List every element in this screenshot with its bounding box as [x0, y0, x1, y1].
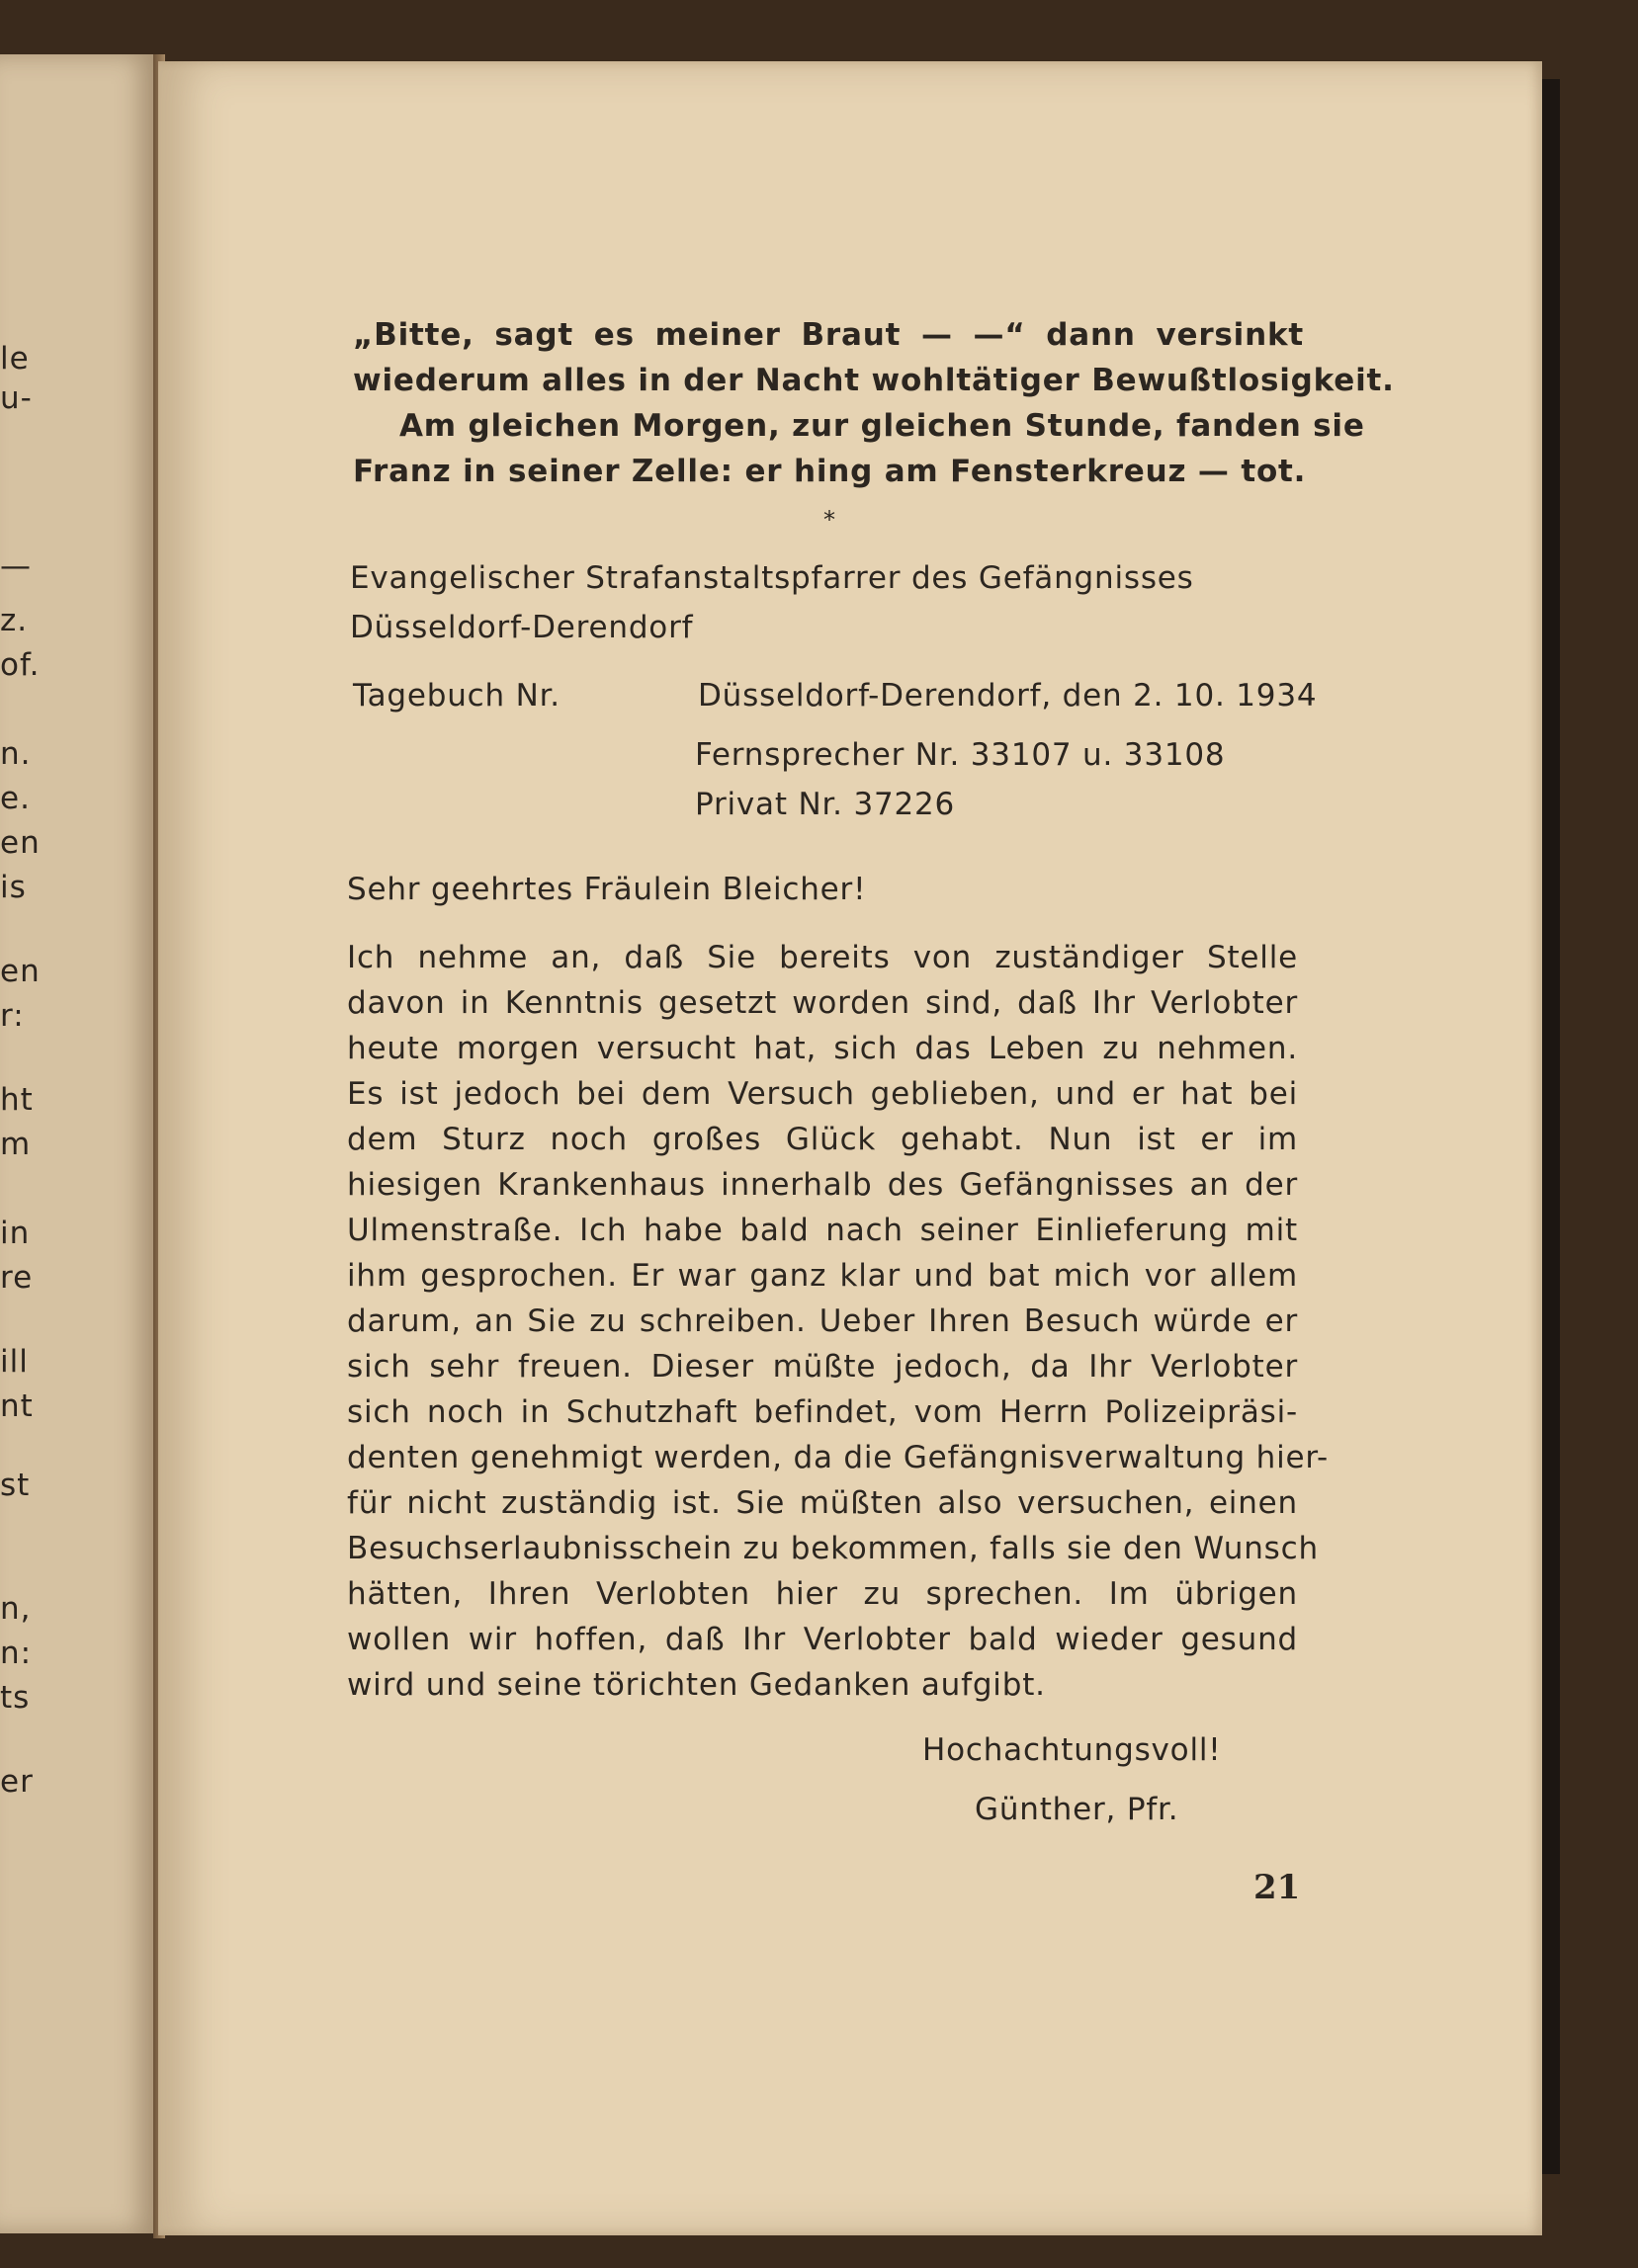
left-fragment: n. — [0, 736, 32, 772]
left-page — [0, 54, 158, 2233]
left-fragment: st — [0, 1468, 31, 1503]
left-fragment: is — [0, 870, 27, 905]
story-line: wiederum alles in der Nacht wohltätiger Bewußtlosigkeit. — [353, 363, 1395, 398]
letter-line: dem Sturz noch großes Glück gehabt. Nun ist er im — [347, 1122, 1298, 1157]
page-number: 21 — [1253, 1868, 1301, 1907]
letter-line: Ulmenstraße. Ich habe bald nach seiner Einlieferung mit — [347, 1213, 1298, 1248]
letterhead-institution: Evangelischer Strafanstaltspfarrer des Gefängnisses — [350, 560, 1194, 596]
left-fragment: le — [0, 341, 30, 377]
letter-line: wollen wir hoffen, daß Ihr Verlobter bald wieder gesund — [347, 1622, 1298, 1657]
left-fragment: in — [0, 1216, 31, 1251]
letter-line: darum, an Sie zu schreiben. Ueber Ihren Besuch würde er — [347, 1303, 1298, 1339]
letter-line: ihm gesprochen. Er war ganz klar und bat mich vor allem — [347, 1258, 1298, 1294]
left-fragment: en — [0, 825, 41, 861]
story-line: Franz in seiner Zelle: er hing am Fensterkreuz — tot. — [353, 454, 1307, 489]
phone-number: Fernsprecher Nr. 33107 u. 33108 — [695, 737, 1226, 773]
letter-line: davon in Kenntnis gesetzt worden sind, daß Ihr Verlobter — [347, 985, 1298, 1021]
left-fragment: ts — [0, 1680, 31, 1716]
left-fragment: nt — [0, 1388, 34, 1424]
letter-salutation: Sehr geehrtes Fräulein Bleicher! — [347, 872, 867, 907]
left-fragment: m — [0, 1127, 32, 1162]
letter-line: hätten, Ihren Verlobten hier zu sprechen. Im übrigen — [347, 1576, 1298, 1612]
letter-line: Ich nehme an, daß Sie bereits von zuständiger Stelle — [347, 940, 1298, 975]
left-fragment: ill — [0, 1344, 29, 1380]
left-fragment: of. — [0, 647, 41, 683]
left-fragment: e. — [0, 781, 31, 816]
letter-line: heute morgen versucht hat, sich das Leben zu nehmen. — [347, 1031, 1298, 1066]
place-date: Düsseldorf-Derendorf, den 2. 10. 1934 — [698, 678, 1318, 714]
letter-signature: Günther, Pfr. — [975, 1792, 1179, 1827]
left-fragment: — — [0, 548, 32, 584]
left-fragment: u- — [0, 380, 33, 416]
letter-line: denten genehmigt werden, da die Gefängnisverwaltung hier- — [347, 1440, 1329, 1475]
left-fragment: ht — [0, 1082, 34, 1118]
private-number: Privat Nr. 37226 — [695, 787, 956, 822]
letter-line: sich noch in Schutzhaft befindet, vom Herrn Polizeipräsi- — [347, 1394, 1298, 1430]
letter-line: Es ist jedoch bei dem Versuch geblieben, und er hat bei — [347, 1076, 1298, 1112]
page-edge — [1542, 79, 1560, 2174]
letterhead-location: Düsseldorf-Derendorf — [350, 610, 694, 645]
letter-line: für nicht zuständig ist. Sie müßten also versuchen, einen — [347, 1485, 1298, 1521]
letter-line: sich sehr freuen. Dieser müßte jedoch, da Ihr Verlobter — [347, 1349, 1298, 1385]
left-fragment: er — [0, 1764, 34, 1800]
section-separator: * — [823, 506, 835, 534]
story-line: „Bitte, sagt es meiner Braut — —“ dann versinkt — [353, 317, 1304, 353]
letter-line: Besuchserlaubnisschein zu bekommen, falls sie den Wunsch — [347, 1531, 1319, 1566]
left-fragment: en — [0, 954, 41, 989]
story-line: Am gleichen Morgen, zur gleichen Stunde, fanden sie — [399, 408, 1365, 444]
diary-number-label: Tagebuch Nr. — [353, 678, 560, 714]
left-fragment: n: — [0, 1636, 33, 1671]
left-fragment: n, — [0, 1591, 32, 1627]
letter-closing: Hochachtungsvoll! — [922, 1732, 1222, 1768]
left-fragment: z. — [0, 603, 29, 638]
letter-line: wird und seine törichten Gedanken aufgibt. — [347, 1667, 1046, 1703]
left-fragment: r: — [0, 998, 25, 1034]
left-fragment: re — [0, 1260, 34, 1296]
letter-line: hiesigen Krankenhaus innerhalb des Gefängnisses an der — [347, 1167, 1298, 1203]
